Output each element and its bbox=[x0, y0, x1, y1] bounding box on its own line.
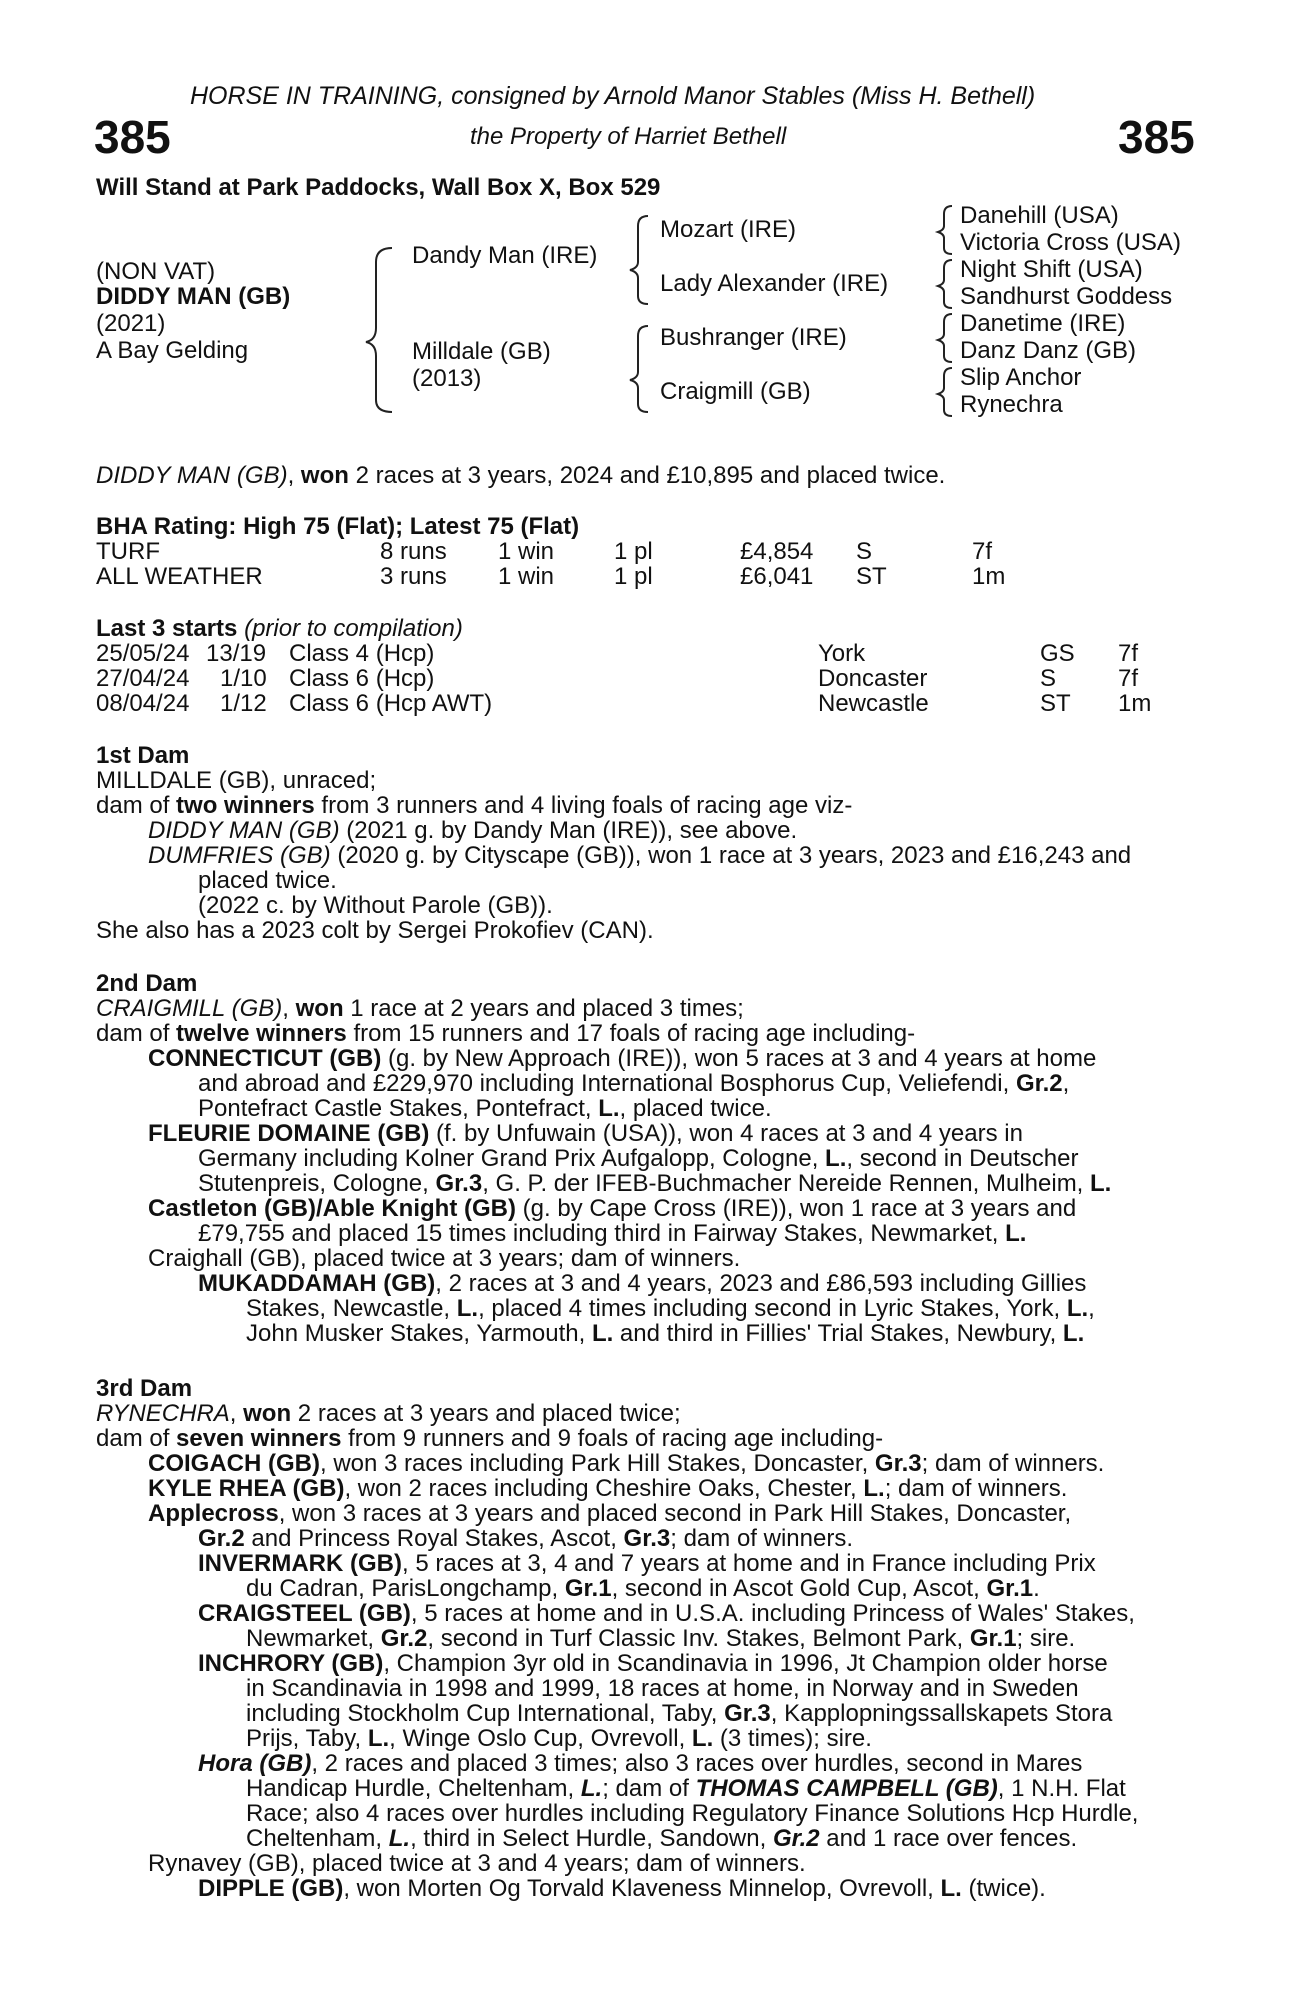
horse-year: (2021) bbox=[96, 310, 166, 337]
consignment-line: HORSE IN TRAINING, consigned by Arnold Manor Stables (Miss H. Bethell) bbox=[190, 82, 1036, 110]
first-dam-line: She also has a 2023 colt by Sergei Prokofiev (CAN). bbox=[96, 917, 654, 944]
first-dam-produce: DUMFRIES (GB) (2020 g. by Cityscape (GB)), won 1 race at 3 years, 2023 and £16,243 and bbox=[148, 842, 1132, 869]
second-dam-line: CRAIGMILL (GB), won 1 race at 2 years and placed 3 times; bbox=[96, 995, 744, 1022]
start-position: 13/19 bbox=[206, 640, 267, 667]
produce-inchrory: in Scandinavia in 1998 and 1999, 18 races at home, in Norway and in Sweden bbox=[246, 1675, 1079, 1702]
produce-connecticut: and abroad and £229,970 including International Bosphorus Cup, Veliefendi, Gr.2, bbox=[198, 1070, 1070, 1097]
third-dam-section bbox=[96, 1376, 1204, 1901]
first-dam-produce: placed twice. bbox=[198, 867, 337, 894]
rating-prize: £6,041 bbox=[740, 563, 814, 590]
produce-craigsteel: CRAIGSTEEL (GB), 5 races at home and in U.S.A. including Princess of Wales' Stakes, bbox=[198, 1600, 1135, 1627]
produce-fleurie-domaine: FLEURIE DOMAINE (GB) (f. by Unfuwain (USA)), won 4 races at 3 and 4 years in bbox=[148, 1120, 1023, 1147]
race-summary: DIDDY MAN (GB), won 2 races at 3 years, 2024 and £10,895 and placed twice. bbox=[96, 462, 946, 489]
first-dam-produce: (2022 c. by Without Parole (GB)). bbox=[198, 892, 553, 919]
last-starts-note: (prior to compilation) bbox=[244, 615, 463, 642]
gen3-6: Danz Danz (GB) bbox=[960, 337, 1137, 364]
third-dam-line: RYNECHRA, won 2 races at 3 years and placed twice; bbox=[96, 1400, 681, 1427]
produce-castleton: Castleton (GB)/Able Knight (GB) (g. by Cape Cross (IRE)), won 1 race at 3 years and bbox=[148, 1195, 1077, 1222]
horse-name: DIDDY MAN (GB) bbox=[96, 283, 291, 310]
produce-rynavey: Rynavey (GB), placed twice at 3 and 4 years; dam of winners. bbox=[148, 1850, 806, 1877]
dam: Milldale (GB) bbox=[412, 338, 551, 365]
produce-inchrory: including Stockholm Cup International, Taby, Gr.3, Kapplopningssallskapets Stora bbox=[246, 1700, 1113, 1727]
start-position: 1/10 bbox=[220, 665, 267, 692]
rating-placed: 1 pl bbox=[614, 563, 653, 590]
third-dam-line: dam of seven winners from 9 runners and 9 foals of racing age including- bbox=[96, 1425, 884, 1452]
rating-surface: TURF bbox=[96, 538, 160, 565]
produce-castleton: £79,755 and placed 15 times including third in Fairway Stakes, Newmarket, L. bbox=[198, 1220, 1027, 1247]
start-going: GS bbox=[1040, 640, 1075, 667]
rating-wins: 1 win bbox=[498, 538, 555, 565]
first-dam-line: MILLDALE (GB), unraced; bbox=[96, 767, 377, 794]
sire-dam: Lady Alexander (IRE) bbox=[660, 270, 889, 297]
rating-going: ST bbox=[856, 563, 887, 590]
rating-heading: BHA Rating: High 75 (Flat); Latest 75 (Flat) bbox=[96, 513, 580, 540]
start-date: 25/05/24 bbox=[96, 640, 190, 667]
vat-status: (NON VAT) bbox=[96, 258, 216, 285]
start-class: Class 6 (Hcp) bbox=[289, 665, 435, 692]
dam-year: (2013) bbox=[412, 365, 482, 392]
summary-rest: 2 races at 3 years, 2024 and £10,895 and placed twice. bbox=[355, 462, 946, 489]
first-dam-produce: DIDDY MAN (GB) (2021 g. by Dandy Man (IRE)), see above. bbox=[148, 817, 798, 844]
rating-wins: 1 win bbox=[498, 563, 555, 590]
summary-name: DIDDY MAN (GB) bbox=[96, 462, 288, 489]
second-dam-section bbox=[96, 971, 1204, 1346]
lot-number-left: 385 bbox=[94, 111, 171, 163]
rating-surface: ALL WEATHER bbox=[96, 563, 263, 590]
produce-inchrory: INCHRORY (GB), Champion 3yr old in Scandinavia in 1996, Jt Champion older horse bbox=[198, 1650, 1108, 1677]
start-course: Doncaster bbox=[818, 665, 928, 692]
dam-sire: Bushranger (IRE) bbox=[660, 324, 847, 351]
last-starts-heading bbox=[96, 616, 463, 641]
second-dam-line: dam of twelve winners from 15 runners and 17 foals of racing age including- bbox=[96, 1020, 916, 1047]
produce-hora: Hora (GB), 2 races and placed 3 times; also 3 races over hurdles, second in Mares bbox=[198, 1750, 1083, 1777]
rating-distance: 1m bbox=[972, 563, 1006, 590]
rating-runs: 3 runs bbox=[380, 563, 447, 590]
first-dam-heading: 1st Dam bbox=[96, 742, 190, 769]
produce-dipple: DIPPLE (GB), won Morten Og Torvald Klaveness Minnelop, Ovrevoll, L. (twice). bbox=[198, 1875, 1046, 1902]
start-class: Class 4 (Hcp) bbox=[289, 640, 435, 667]
gen3-8: Rynechra bbox=[960, 391, 1063, 418]
rating-placed: 1 pl bbox=[614, 538, 653, 565]
start-going: ST bbox=[1040, 690, 1071, 717]
produce-hora: Cheltenham, L., third in Select Hurdle, Sandown, Gr.2 and 1 race over fences. bbox=[246, 1825, 1078, 1852]
location-line: Will Stand at Park Paddocks, Wall Box X, Box 529 bbox=[96, 174, 661, 201]
summary-won: won bbox=[300, 462, 349, 489]
start-course: York bbox=[818, 640, 866, 667]
start-position: 1/12 bbox=[220, 690, 267, 717]
rating-distance: 7f bbox=[972, 538, 993, 565]
first-dam-section bbox=[96, 743, 1204, 943]
last-starts-title: Last 3 starts bbox=[96, 615, 238, 642]
produce-hora: Handicap Hurdle, Cheltenham, L.; dam of THOMAS CAMPBELL (GB), 1 N.H. Flat bbox=[246, 1775, 1126, 1802]
rating-runs: 8 runs bbox=[380, 538, 447, 565]
produce-connecticut: CONNECTICUT (GB) (g. by New Approach (IRE)), won 5 races at 3 and 4 years at home bbox=[148, 1045, 1097, 1072]
sire: Dandy Man (IRE) bbox=[412, 242, 598, 269]
produce-inchrory: Prijs, Taby, L., Winge Oslo Cup, Ovrevoll, L. (3 times); sire. bbox=[246, 1725, 872, 1752]
gen3-7: Slip Anchor bbox=[960, 364, 1082, 391]
produce-mukaddamah: MUKADDAMAH (GB), 2 races at 3 and 4 years, 2023 and £86,593 including Gillies bbox=[198, 1270, 1087, 1297]
gen3-4: Sandhurst Goddess bbox=[960, 283, 1173, 310]
produce-craighall: Craighall (GB), placed twice at 3 years; dam of winners. bbox=[148, 1245, 741, 1272]
dam-dam: Craigmill (GB) bbox=[660, 378, 811, 405]
produce-hora: Race; also 4 races over hurdles including Regulatory Finance Solutions Hcp Hurdle, bbox=[246, 1800, 1139, 1827]
produce-fleurie-domaine: Germany including Kolner Grand Prix Aufgalopp, Cologne, L., second in Deutscher bbox=[198, 1145, 1079, 1172]
start-date: 08/04/24 bbox=[96, 690, 190, 717]
produce-craigsteel: Newmarket, Gr.2, second in Turf Classic Inv. Stakes, Belmont Park, Gr.1; sire. bbox=[246, 1625, 1076, 1652]
lot-number-right: 385 bbox=[1118, 111, 1195, 163]
sire-sire: Mozart (IRE) bbox=[660, 216, 797, 243]
second-dam-heading: 2nd Dam bbox=[96, 970, 198, 997]
produce-invermark: du Cadran, ParisLongchamp, Gr.1, second in Ascot Gold Cup, Ascot, Gr.1. bbox=[246, 1575, 1040, 1602]
gen3-2: Victoria Cross (USA) bbox=[960, 229, 1181, 256]
produce-applecross: Applecross, won 3 races at 3 years and placed second in Park Hill Stakes, Doncaster, bbox=[148, 1500, 1072, 1527]
third-dam-heading: 3rd Dam bbox=[96, 1375, 193, 1402]
produce-mukaddamah: John Musker Stakes, Yarmouth, L. and third in Fillies' Trial Stakes, Newbury, L. bbox=[246, 1320, 1085, 1347]
start-course: Newcastle bbox=[818, 690, 929, 717]
produce-invermark: INVERMARK (GB), 5 races at 3, 4 and 7 years at home and in France including Prix bbox=[198, 1550, 1096, 1577]
start-date: 27/04/24 bbox=[96, 665, 190, 692]
start-distance: 7f bbox=[1118, 640, 1139, 667]
start-distance: 7f bbox=[1118, 665, 1139, 692]
rating-prize: £4,854 bbox=[740, 538, 814, 565]
gen3-1: Danehill (USA) bbox=[960, 202, 1119, 229]
horse-description: A Bay Gelding bbox=[96, 337, 249, 364]
rating-going: S bbox=[856, 538, 873, 565]
produce-fleurie-domaine: Stutenpreis, Cologne, Gr.3, G. P. der IFEB-Buchmacher Nereide Rennen, Mulheim, L. bbox=[198, 1170, 1112, 1197]
produce-applecross: Gr.2 and Princess Royal Stakes, Ascot, Gr.3; dam of winners. bbox=[198, 1525, 853, 1552]
produce-kyle-rhea: KYLE RHEA (GB), won 2 races including Cheshire Oaks, Chester, L.; dam of winners. bbox=[148, 1475, 1068, 1502]
start-class: Class 6 (Hcp AWT) bbox=[289, 690, 493, 717]
produce-coigach: COIGACH (GB), won 3 races including Park Hill Stakes, Doncaster, Gr.3; dam of winners. bbox=[148, 1450, 1105, 1477]
gen3-5: Danetime (IRE) bbox=[960, 310, 1126, 337]
property-line: the Property of Harriet Bethell bbox=[470, 123, 787, 150]
produce-mukaddamah: Stakes, Newcastle, L., placed 4 times including second in Lyric Stakes, York, L., bbox=[246, 1295, 1095, 1322]
first-dam-line: dam of two winners from 3 runners and 4 living foals of racing age viz- bbox=[96, 792, 853, 819]
start-distance: 1m bbox=[1118, 690, 1152, 717]
produce-connecticut: Pontefract Castle Stakes, Pontefract, L., placed twice. bbox=[198, 1095, 772, 1122]
gen3-3: Night Shift (USA) bbox=[960, 256, 1143, 283]
start-going: S bbox=[1040, 665, 1057, 692]
